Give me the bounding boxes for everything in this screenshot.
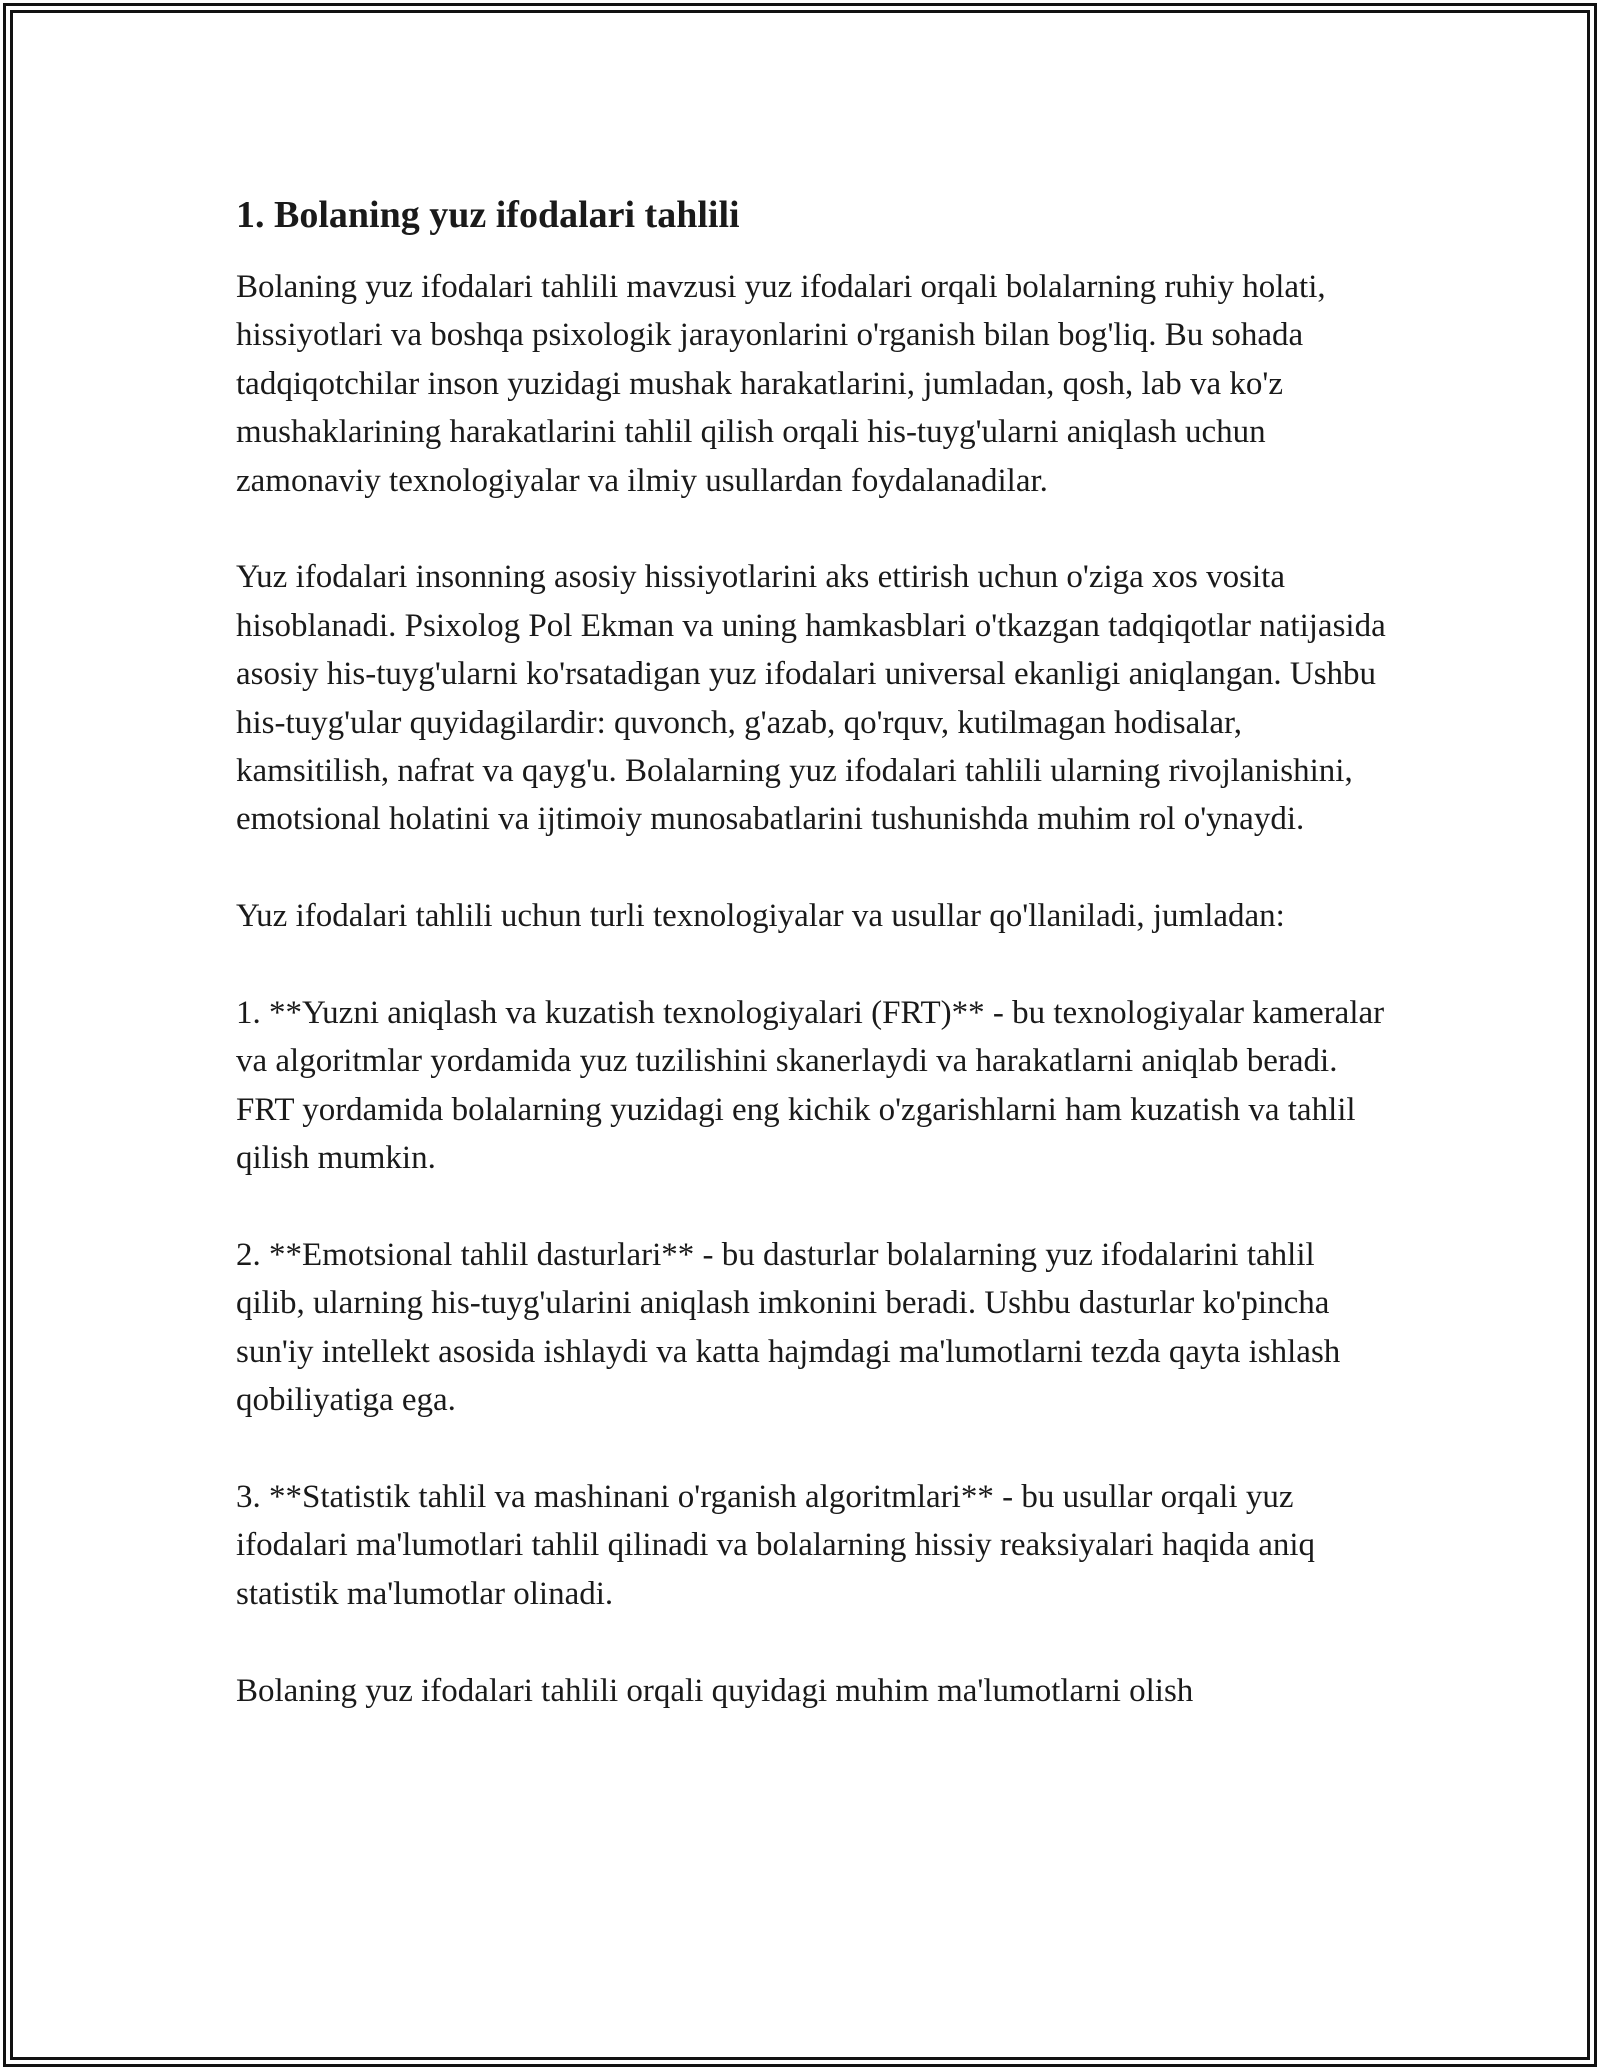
- paragraph-conclusion: Bolaning yuz ifodalari tahlili orqali quyidagi muhim ma'lumotlarni olish: [236, 1672, 1194, 1709]
- list-item-frt: 1. **Yuzni aniqlash va kuzatish texnologiyalari (FRT)** - bu texnologiyalar kameralar va algoritmlar yordamida yuz tuzilishini skanerlaydi va harakatlarni aniqlab beradi. FRT yordamida bolalarning yuzidagi eng kichik o'zgarishlarni ham kuzatish va tahlil qilish mumkin.: [236, 995, 1385, 1177]
- list-item-emotional-analysis: 2. **Emotsional tahlil dasturlari** - bu dasturlar bolalarning yuz ifodalarini tahlil qilib, ularning his-tuyg'ularini aniqlash imkonini beradi. Ushbu dasturlar ko'pincha sun'iy intellekt asosida ishlaydi va katta hajmdagi ma'lumotlarni tezda qayta ishlash qobiliyatiga ega.: [236, 1237, 1341, 1419]
- list-item-statistical-analysis: 3. **Statistik tahlil va mashinani o'rganish algoritmlari** - bu usullar orqali yuz ifodalari ma'lumotlari tahlil qilinadi va bolalarning hissiy reaksiyalari haqida aniq statistik ma'lumotlar olinadi.: [236, 1479, 1316, 1612]
- document-body: [236, 180, 1386, 1715]
- section-heading: 1. Bolaning yuz ifodalari tahlili: [236, 194, 740, 236]
- paragraph-intro: Bolaning yuz ifodalari tahlili mavzusi yuz ifodalari orqali bolalarning ruhiy holati, hissiyotlari va boshqa psixologik jarayonlarini o'rganish bilan bog'liq. Bu sohada tadqiqotchilar inson yuzidagi mushak harakatlarini, jumladan, qosh, lab va ko'z mushaklarining harakatlarini tahlil qilish orqali his-tuyg'ularni aniqlash uchun zamonaviy texnologiyalar va ilmiy usullardan foydalanadilar.: [236, 269, 1326, 499]
- paragraph-emotions: Yuz ifodalari insonning asosiy hissiyotlarini aks ettirish uchun o'ziga xos vosita hisoblanadi. Psixolog Pol Ekman va uning hamkasblari o'tkazgan tadqiqotlar natijasida asosiy his-tuyg'ularni ko'rsatadigan yuz ifodalari universal ekanligi aniqlangan. Ushbu his-tuyg'ular quyidagilardir: quvonch, g'azab, qo'rquv, kutilmagan hodisalar, kamsitilish, nafrat va qayg'u. Bolalarning yuz ifodalari tahlili ularning rivojlanishini, emotsional holatini va ijtimoiy munosabatlarini tushunishda muhim rol o'ynaydi.: [236, 559, 1386, 838]
- paragraph-methods-intro: Yuz ifodalari tahlili uchun turli texnologiyalar va usullar qo'llaniladi, jumladan:: [236, 898, 1285, 935]
